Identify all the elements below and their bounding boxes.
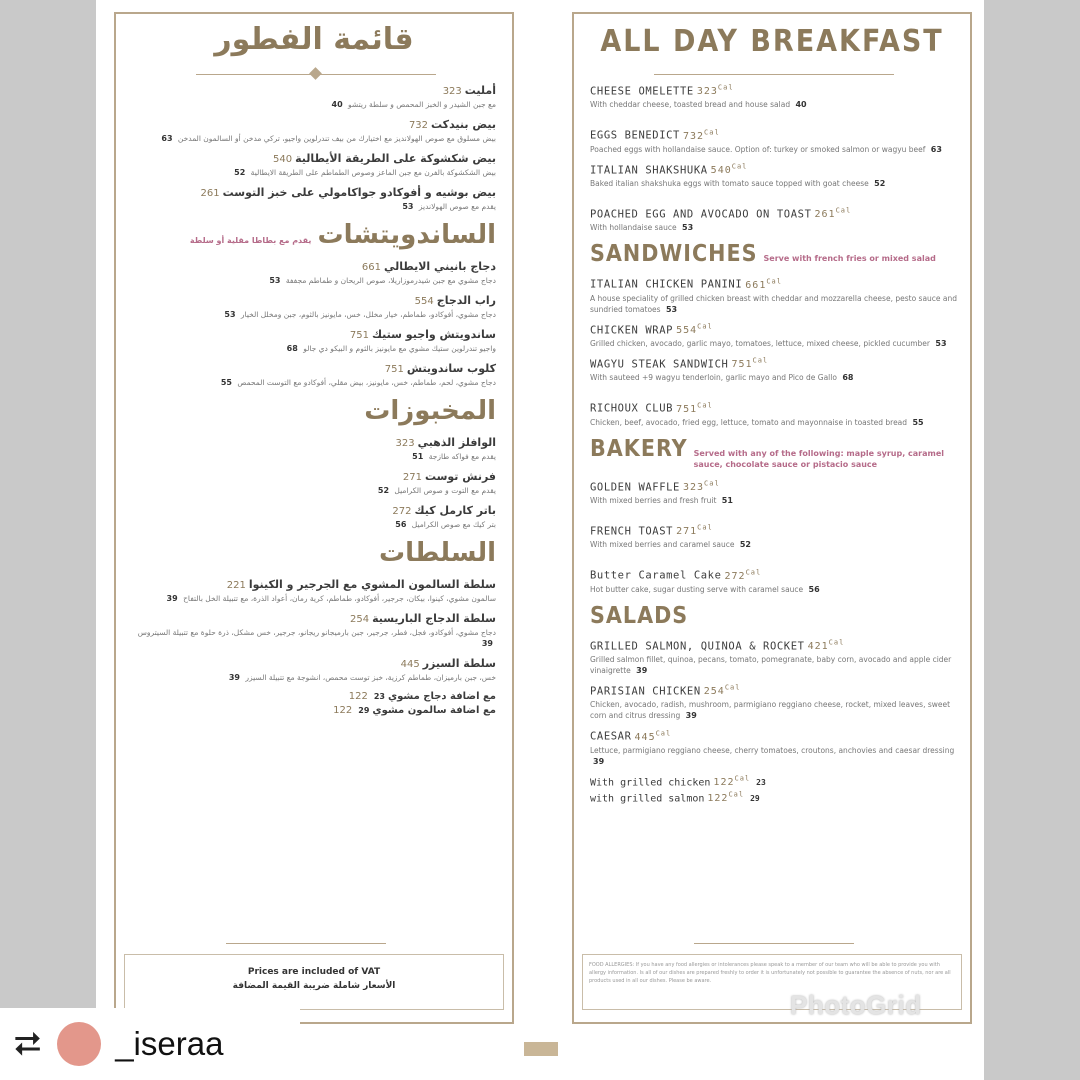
item-calories: 323 (395, 438, 415, 449)
item-calories: $254^{Cal}$ (703, 683, 741, 698)
item-name: EGGS BENEDICT (590, 129, 680, 142)
item-description: يقدم مع التوت و صوص الكراميل 52 (377, 486, 496, 495)
item-name-line (590, 357, 958, 370)
item-price: 53 (402, 202, 414, 211)
calorie-unit: Cal (731, 162, 748, 171)
item-name-line (590, 639, 958, 652)
allergy-notice: FOOD ALLERGIES: If you have any food allergies or intolerances please speak to a member of our team who will be able to provide you with allergy information. Is all of our dishes are prepared freshly to order it is unfortunately not possible to guarantee the absence of nuts, nor are all products used in all our dishes. Please be aware. (582, 954, 962, 1010)
item-calories: 272 (392, 506, 412, 517)
menu-item (130, 362, 496, 388)
item-calories: $272^{Cal}$ (724, 568, 762, 582)
section-title: المخبوزات (364, 396, 496, 426)
item-price: 39 (636, 665, 648, 675)
item-name: PARISIAN CHICKEN (590, 685, 701, 698)
calorie-unit: Cal (697, 523, 713, 532)
english-bakery-header (590, 436, 958, 470)
menu-item (130, 260, 496, 286)
arabic-menu-content (116, 84, 512, 719)
menu-item (130, 152, 496, 178)
item-name: FRENCH TOAST (590, 525, 674, 538)
calorie-unit: Cal (704, 479, 720, 488)
arabic-addons-list (130, 691, 496, 716)
calorie-unit: Cal (717, 84, 734, 92)
item-name: باتر كارمل كيك (414, 504, 496, 517)
item-price: 39 (228, 673, 240, 682)
title-divider (654, 74, 894, 75)
arabic-bakery-header (130, 396, 496, 426)
item-name: بيض بوشيه و أفوكادو جواكامولي على خبز التوست (222, 186, 496, 199)
addon-calories: 122 (333, 705, 353, 716)
item-description: خس، جبن بارميزان، طماطم كرزية، خبز توست محمص، انشوجة مع تتبيلة السيزر 39 (228, 673, 496, 682)
item-price: 39 (685, 711, 697, 721)
section-note: يقدم مع بطاطا مقلية أو سلطة (189, 236, 312, 245)
vat-notice-arabic: الأسعار شاملة ضريبة القيمة المضافة (232, 981, 396, 991)
item-calories: $271^{Cal}$ (676, 523, 713, 538)
menu-item (590, 128, 958, 154)
bottom-divider (694, 943, 854, 944)
item-price: 53 (665, 304, 678, 314)
item-description: With mixed berries and fresh fruit 51 (590, 495, 733, 505)
addon-name: مع اضافة سالمون مشوي (372, 705, 496, 716)
menu-item (590, 84, 958, 110)
item-price: 68 (842, 373, 854, 383)
item-name: راب الدجاج (436, 294, 496, 307)
calorie-unit: Cal (655, 729, 672, 738)
item-description: بيض مسلوق مع صوص الهولانديز مع اختيارك من بيف تندرلوين واجيو، تركي مدخن أو السالمون المدخن 63 (161, 134, 496, 143)
addon-calories: 122 (348, 691, 368, 702)
item-price: 63 (161, 134, 173, 143)
english-menu-page (572, 12, 972, 1024)
item-name-line (590, 568, 958, 581)
menu-item (590, 524, 958, 550)
item-calories: $261^{Cal}$ (814, 206, 852, 221)
english-salads-list (590, 639, 958, 767)
menu-item (130, 612, 496, 649)
menu-item (590, 207, 958, 233)
item-price: 51 (412, 452, 424, 461)
item-name-line (130, 84, 496, 97)
item-description: يقدم مع فواكه طازجة 51 (412, 452, 496, 461)
menu-item (130, 84, 496, 110)
item-price: 52 (874, 178, 886, 188)
item-calories: $540^{Cal}$ (710, 162, 748, 176)
item-name: أمليت (464, 84, 496, 97)
arabic-salads-header (130, 538, 496, 568)
item-description: Lettuce, parmigiano reggiano cheese, cherry tomatoes, croutons, anchovies and caesar dressing 39 (590, 745, 955, 766)
item-calories: 661 (361, 262, 381, 273)
section-title: السلطات (379, 538, 496, 568)
item-price: 51 (721, 495, 733, 505)
repost-bar (0, 1008, 300, 1080)
item-description: With hollandaise sauce 53 (590, 223, 694, 233)
calorie-unit: Cal (697, 322, 713, 331)
calorie-unit: Cal (734, 774, 751, 783)
item-price: 52 (234, 168, 246, 177)
item-price: 40 (331, 100, 343, 109)
item-name: دجاج بانيني الايطالي (384, 260, 496, 273)
menu-item (130, 470, 496, 496)
addon-item (130, 705, 496, 716)
item-name-line (590, 524, 958, 537)
english-salads-header (590, 603, 958, 629)
item-price: 52 (377, 486, 390, 495)
item-name: POACHED EGG AND AVOCADO ON TOAST (590, 208, 812, 221)
calorie-unit: Cal (766, 277, 782, 286)
item-price: 53 (935, 338, 947, 348)
item-name-line (130, 612, 496, 625)
menu-item (590, 729, 958, 766)
item-price: 53 (224, 310, 236, 319)
item-name-line (130, 186, 496, 199)
item-name-line (590, 84, 958, 97)
addon-price: 23 (756, 777, 766, 787)
addon-calories: $122^{Cal}$ (713, 774, 751, 788)
item-name-line (590, 401, 958, 414)
menu-sheet (96, 0, 984, 1080)
english-breakfast-list (590, 84, 958, 233)
item-description: دجاج مشوي، لحم، طماطم، خس، مايونيز، بيض مقلي، أفوكادو مع التوست المحمص 55 (220, 378, 496, 387)
item-name-line (590, 128, 958, 141)
item-description: With mixed berries and caramel sauce 52 (590, 540, 751, 550)
menu-item (590, 357, 958, 383)
item-calories: 751 (384, 364, 404, 375)
item-calories: 732 (408, 120, 429, 131)
item-name: ساندويتش واجيو ستيك (371, 328, 496, 341)
addon-price: 29 (358, 706, 370, 715)
item-name: بيض شكشوكة على الطريقة الأيطالية (295, 152, 496, 165)
item-price: 53 (269, 276, 281, 285)
item-name: Butter Caramel Cake (590, 569, 722, 582)
section-title: الساندويتشات (317, 220, 496, 250)
item-price: 56 (395, 520, 407, 529)
item-name-line (130, 152, 496, 165)
addon-item (590, 775, 958, 788)
arabic-salads-list (130, 578, 496, 683)
menu-tab-marker (524, 1042, 558, 1056)
item-calories: 751 (349, 330, 369, 341)
menu-item (130, 657, 496, 683)
bottom-divider (226, 943, 386, 944)
section-note: Serve with french fries or mixed salad (763, 254, 936, 264)
menu-item (590, 684, 958, 721)
item-name: CHICKEN WRAP (590, 323, 674, 336)
item-description: دجاج مشوي، أفوكادو، طماطم، خيار مخلل، خس، مايونيز بالثوم، جبن ومخلل الخيار 53 (224, 310, 496, 319)
item-description: Poached eggs with hollandaise sauce. Option of: turkey or smoked salmon or wagyu beef 63 (590, 144, 942, 154)
english-sandwiches-list (590, 277, 958, 427)
item-description: دجاج مشوي مع جبن شيدرموزاريلا، صوص الريحان و طماطم مجففة 53 (269, 276, 496, 285)
section-title: SALADS (590, 602, 689, 629)
item-description: يقدم مع صوص الهولانديز 53 (402, 202, 496, 211)
item-description: Hot butter cake, sugar dusting serve with caramel sauce 56 (590, 584, 820, 594)
item-name-line (130, 657, 496, 670)
item-name-line (130, 294, 496, 307)
item-description: With sauteed +9 wagyu tenderloin, garlic mayo and Pico de Gallo 68 (590, 373, 854, 383)
photogrid-watermark: PhotoGrid (790, 990, 922, 1020)
arabic-breakfast-list (130, 84, 496, 212)
item-name-line (590, 277, 958, 290)
item-description: بيض الشكشوكة بالفرن مع جبن الماعز وصوص الطماطم على الطريقة الايطالية 52 (234, 168, 496, 177)
item-name-line (590, 207, 958, 220)
repost-icon[interactable]: ⮂ (14, 1024, 42, 1064)
item-calories: 254 (349, 614, 370, 625)
addon-item (590, 791, 958, 804)
section-title: BAKERY (590, 435, 688, 462)
item-calories: 221 (226, 580, 246, 591)
item-name: RICHOUX CLUB (590, 402, 674, 415)
item-description: دجاج مشوي، أفوكادو، فجل، فطر، جرجير، جبن بارميجانو ريجانو، جرجير، خس مشكل، ذرة حلوة مع تتبيلة السيتروس 39 (137, 628, 496, 648)
item-calories: $661^{Cal}$ (745, 277, 782, 291)
item-name: ITALIAN CHICKEN PANINI (590, 278, 743, 291)
menu-item (590, 163, 958, 189)
item-name: الوافلز الذهبي (417, 436, 496, 449)
addon-item (130, 691, 496, 702)
item-name: WAGYU STEAK SANDWICH (590, 358, 729, 371)
item-name: CAESAR (590, 730, 632, 743)
item-name-line (130, 118, 496, 131)
item-calories: 323 (442, 86, 462, 97)
addon-price: 29 (750, 794, 760, 804)
item-description: Baked italian shakshuka eggs with tomato sauce topped with goat cheese 52 (590, 178, 886, 188)
item-calories: $323^{Cal}$ (682, 479, 720, 493)
menu-item (590, 639, 958, 676)
item-price: 39 (593, 756, 605, 766)
menu-item (590, 277, 958, 314)
item-name-line (130, 578, 496, 591)
item-name-line (130, 328, 496, 341)
item-description: سالمون مشوي، كينوا، بيكان، جرجير، أفوكادو، طماطم، كرية رمان، أعواد الذرة، مع تتبيلة الخل بالتفاح 39 (166, 594, 496, 603)
item-description: بتر كيك مع صوص الكراميل 56 (395, 520, 496, 529)
item-name: كلوب ساندويتش (406, 362, 496, 375)
item-description: Chicken, beef, avocado, fried egg, lettuce, tomato and mayonnaise in toasted bread 55 (590, 417, 924, 427)
item-calories: $323^{Cal}$ (696, 84, 734, 98)
item-calories: $751^{Cal}$ (676, 401, 713, 415)
item-price: 63 (930, 144, 942, 154)
item-description: Grilled chicken, avocado, garlic mayo, tomatoes, lettuce, mixed cheese, pickled cucumber 53 (590, 338, 947, 348)
item-name-line (590, 729, 958, 742)
calorie-unit: Cal (724, 683, 741, 692)
english-sandwiches-header (590, 241, 958, 267)
calorie-unit: Cal (697, 401, 713, 410)
menu-item (590, 568, 958, 594)
item-name: سلطة السيزر (422, 657, 496, 670)
item-name-line (590, 323, 958, 336)
item-name: بيض بنيدكت (431, 118, 496, 131)
addon-price: 23 (373, 692, 385, 701)
repost-username[interactable]: _iseraa (115, 1025, 224, 1062)
item-price: 53 (682, 223, 694, 233)
menu-item (130, 504, 496, 530)
english-addons-list (590, 775, 958, 805)
item-price: 68 (286, 344, 298, 353)
avatar[interactable] (57, 1022, 101, 1066)
item-price: 55 (912, 417, 924, 427)
calorie-unit: Cal (835, 206, 852, 215)
vat-notice (124, 954, 504, 1010)
item-calories: 271 (402, 472, 422, 483)
item-calories: 261 (200, 188, 220, 199)
arabic-menu-title: قائمة الفطور (214, 22, 414, 57)
item-calories: $421^{Cal}$ (807, 638, 845, 652)
item-name: GOLDEN WAFFLE (590, 480, 680, 493)
item-name-line (130, 436, 496, 449)
section-title: SANDWICHES (590, 241, 758, 268)
menu-item (130, 186, 496, 212)
item-description: Grilled salmon fillet, quinoa, pecans, tomato, pomegranate, baby corn, avocado and apple cider vinaigrette 39 (590, 654, 952, 675)
addon-name: مع اضافة دجاج مشوي (387, 691, 496, 702)
item-price: 40 (795, 100, 807, 110)
calorie-unit: Cal (728, 790, 745, 799)
diamond-ornament-icon (309, 67, 322, 80)
menu-item (590, 480, 958, 506)
item-name: GRILLED SALMON, QUINOA & ROCKET (590, 639, 805, 652)
menu-item (130, 328, 496, 354)
item-price: 39 (166, 594, 178, 603)
item-name-line (130, 470, 496, 483)
english-menu-title: ALL DAY BREAKFAST (600, 24, 944, 59)
item-price: 52 (739, 540, 751, 550)
item-price: 55 (220, 378, 232, 387)
item-description: Chicken, avocado, radish, mushroom, parmigiano reggiano cheese, rocket, mixed leaves, sweet corn and citrus dressing 39 (590, 700, 951, 721)
vat-notice-english: Prices are included of VAT (247, 967, 381, 977)
item-description: With cheddar cheese, toasted bread and house salad 40 (590, 100, 807, 110)
item-name: فرنش توست (424, 470, 496, 483)
item-price: 56 (808, 584, 820, 594)
item-name: ITALIAN SHAKSHUKA (590, 163, 708, 176)
item-description: A house speciality of grilled chicken breast with cheddar and mozzarella cheese, pesto sauce and sundried tomatoes 53 (590, 293, 958, 314)
item-name-line (590, 684, 958, 697)
item-calories: $445^{Cal}$ (634, 729, 672, 743)
item-calories: 554 (414, 296, 434, 307)
item-name: CHEESE OMELETTE (590, 85, 694, 98)
addon-name: With grilled chicken (590, 776, 711, 788)
item-name: سلطة السالمون المشوي مع الجرجير و الكينوا (248, 578, 496, 591)
addon-name: with grilled salmon (590, 793, 705, 805)
calorie-unit: Cal (704, 128, 720, 137)
arabic-sandwiches-header (130, 220, 496, 250)
item-name-line (130, 260, 496, 273)
english-bakery-list (590, 480, 958, 595)
item-calories: 445 (400, 659, 420, 670)
menu-item (590, 401, 958, 427)
item-name-line (590, 163, 958, 176)
item-calories: $732^{Cal}$ (682, 128, 720, 142)
menu-item (130, 294, 496, 320)
item-name-line (130, 504, 496, 517)
section-note: Served with any of the following: maple syrup, caramel sauce, chocolate sauce or pistacio sauce (693, 448, 944, 469)
item-calories: 540 (273, 154, 293, 165)
item-description: واجيو تندرلوين ستيك مشوي مع مايونيز بالثوم و البيكو دي جالو 68 (286, 344, 496, 353)
arabic-bakery-list (130, 436, 496, 530)
arabic-sandwiches-list (130, 260, 496, 388)
menu-item (130, 118, 496, 144)
item-name: سلطة الدجاج الباريسية (372, 612, 496, 625)
calorie-unit: Cal (828, 638, 845, 647)
item-description: مع جبن الشيدر و الخبز المحمص و سلطة ريتشو 40 (331, 100, 496, 109)
addon-calories: $122^{Cal}$ (707, 790, 745, 805)
item-price: 39 (481, 639, 493, 648)
menu-item (130, 436, 496, 462)
arabic-menu-page (114, 12, 514, 1024)
item-name-line (590, 480, 958, 493)
calorie-unit: Cal (752, 356, 769, 365)
english-menu-content (574, 84, 970, 807)
menu-item (130, 578, 496, 604)
item-name-line (130, 362, 496, 375)
item-calories: $554^{Cal}$ (676, 322, 713, 336)
item-calories: $751^{Cal}$ (731, 356, 769, 371)
menu-item (590, 323, 958, 349)
calorie-unit: Cal (745, 568, 762, 577)
